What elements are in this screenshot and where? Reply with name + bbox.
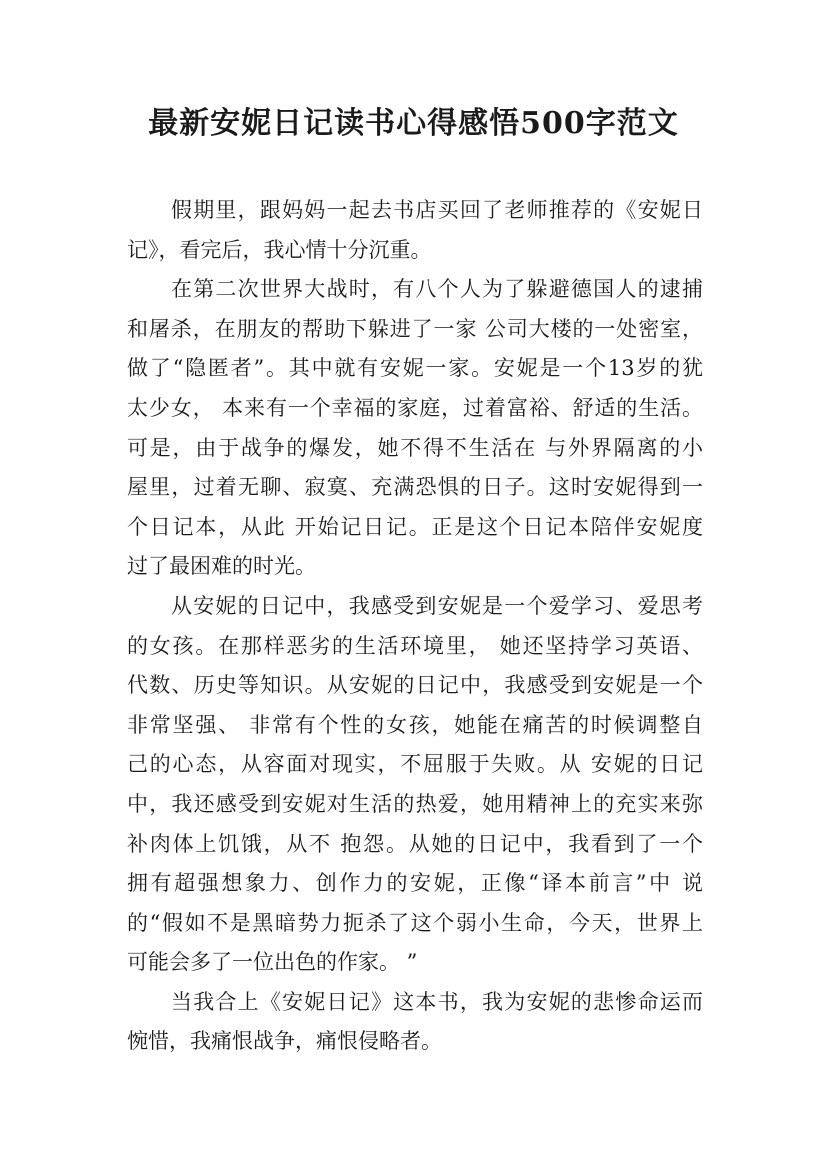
text-line: 惋惜，我痛恨战争，痛恨侵略者。 — [127, 1029, 442, 1054]
text-line: 代数、历史等知识。从安妮的日记中，我感受到安妮是一个 — [127, 673, 703, 698]
document-body — [127, 191, 703, 1062]
text-line: 太少女， 本来有一个幸福的家庭，过着富裕、舒适的生活。 — [127, 395, 703, 420]
text-line: 过了最困难的时光。 — [127, 554, 316, 579]
text-line: 中，我还感受到安妮对生活的热爱，她用精神上的充实来弥 — [127, 791, 703, 816]
text-line: 己的心态，从容面对现实，不屈服于失败。从 安妮的日记 — [127, 752, 703, 777]
text-line: 补肉体上饥饿，从不 抱怨。从她的日记中，我看到了一个 — [127, 831, 703, 856]
document-title: 最新安妮日记读书心得感悟500字范文 — [148, 106, 679, 141]
text-line: 从安妮的日记中，我感受到安妮是一个爱学习、爱思考 — [171, 593, 703, 618]
text-line: 可能会多了一位出色的作家。 ” — [127, 950, 418, 975]
text-line: 非常坚强、 非常有个性的女孩，她能在痛苦的时候调整自 — [127, 712, 703, 737]
text-line: 假期里，跟妈妈一起去书店买回了老师推荐的《安妮日 — [171, 198, 703, 222]
text-line: 的女孩。在那样恶劣的生活环境里， 她还坚持学习英语、 — [127, 633, 703, 658]
text-line: 个日记本，从此 开始记日记。正是这个日记本陪伴安妮度 — [127, 514, 703, 539]
text-line: 的“假如不是黑暗势力扼杀了这个弱小生命，今天，世界上 — [127, 910, 703, 935]
text-line: 屋里，过着无聊、寂寞、充满恐惧的日子。这时安妮得到一 — [127, 475, 703, 500]
text-line: 拥有超强想象力、创作力的安妮，正像“译本前言”中 说 — [127, 871, 703, 896]
text-line: 当我合上《安妮日记》这本书，我为安妮的悲惨命运而 — [171, 989, 703, 1014]
text-line: 可是，由于战争的爆发，她不得不生活在 与外界隔离的小 — [127, 435, 703, 460]
text-line: 和屠杀，在朋友的帮助下躲进了一家 公司大楼的一处密室， — [127, 316, 703, 341]
text-line: 记》，看完后，我心情十分沉重。 — [127, 237, 432, 262]
text-line: 做了“隐匿者”。其中就有安妮一家。安妮是一个13岁的犹 — [127, 356, 703, 381]
text-line: 在第二次世界大战时，有八个人为了躲避德国人的逮捕 — [171, 277, 703, 302]
